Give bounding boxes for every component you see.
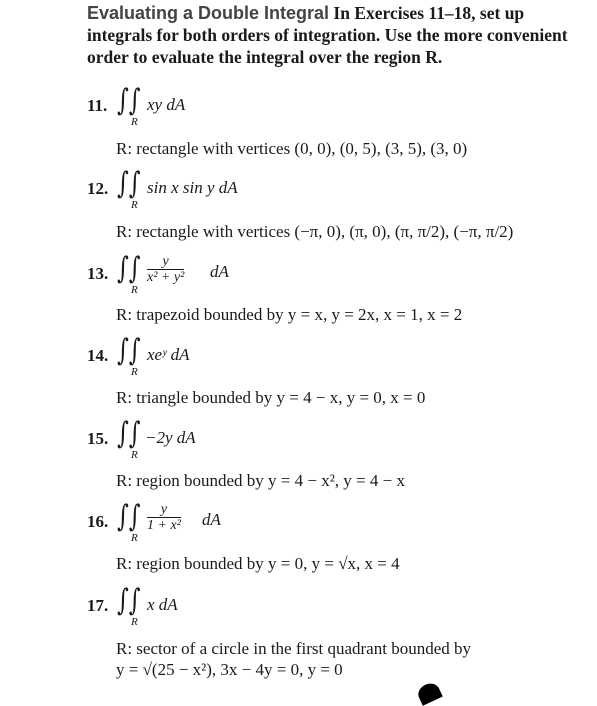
region-subscript: R bbox=[131, 616, 138, 628]
fraction-numerator: y bbox=[147, 254, 184, 270]
integrand: −2y dA bbox=[145, 428, 196, 447]
region-description: R: region bounded by y = 4 − x², y = 4 − x bbox=[116, 471, 405, 490]
exercise-header bbox=[87, 2, 587, 68]
exercise-number: 14. bbox=[87, 346, 109, 365]
integrand: sin x sin y dA bbox=[147, 178, 238, 197]
differential: dA bbox=[202, 510, 221, 529]
cursor-blob bbox=[415, 680, 443, 706]
region-description: R: trapezoid bounded by y = x, y = 2x, x = 1, x = 2 bbox=[116, 305, 463, 324]
double-integral-symbol: ∫∫ bbox=[117, 333, 141, 368]
section-title: Evaluating a Double Integral bbox=[87, 3, 330, 23]
region-subscript: R bbox=[131, 532, 138, 544]
region-subscript: R bbox=[131, 199, 138, 211]
double-integral-symbol: ∫∫ bbox=[117, 83, 141, 118]
exercise-number: 16. bbox=[87, 512, 109, 531]
integrand: xy dA bbox=[147, 95, 186, 114]
integrand: xeʸ dA bbox=[147, 345, 190, 364]
region-description: R: region bounded by y = 0, y = √x, x = 4 bbox=[116, 554, 400, 573]
region-subscript: R bbox=[131, 116, 138, 128]
double-integral-symbol: ∫∫ bbox=[117, 251, 141, 286]
integrand-fraction bbox=[147, 502, 181, 534]
integrand: x dA bbox=[147, 595, 178, 614]
exercise-number: 12. bbox=[87, 179, 109, 198]
instructions: In Exercises 11–18, set up integrals for both orders of integration. Use the more convenient order to evaluate the integral over the region R. bbox=[87, 3, 568, 67]
region-subscript: R bbox=[131, 366, 138, 378]
fraction-numerator: y bbox=[147, 502, 181, 518]
fraction-denominator: 1 + x² bbox=[147, 518, 181, 533]
double-integral-symbol: ∫∫ bbox=[117, 416, 141, 451]
region-description-line-2: y = √(25 − x²), 3x − 4y = 0, y = 0 bbox=[116, 660, 343, 679]
integrand-fraction bbox=[147, 254, 184, 286]
exercise-number: 13. bbox=[87, 264, 109, 283]
double-integral-symbol: ∫∫ bbox=[117, 166, 141, 201]
fraction-denominator: x² + y² bbox=[147, 270, 185, 285]
region-description-line-1: R: sector of a circle in the first quadrant bounded by bbox=[116, 639, 471, 658]
exercise-number: 15. bbox=[87, 429, 109, 448]
region-description: R: triangle bounded by y = 4 − x, y = 0, x = 0 bbox=[116, 388, 426, 407]
double-integral-symbol: ∫∫ bbox=[117, 583, 141, 618]
exercise-number: 17. bbox=[87, 596, 109, 615]
region-description: R: rectangle with vertices (0, 0), (0, 5), (3, 5), (3, 0) bbox=[116, 139, 468, 158]
differential: dA bbox=[210, 262, 229, 281]
region-subscript: R bbox=[131, 449, 138, 461]
region-description: R: rectangle with vertices (−π, 0), (π, 0), (π, π/2), (−π, π/2) bbox=[116, 222, 514, 241]
region-subscript: R bbox=[131, 284, 138, 296]
double-integral-symbol: ∫∫ bbox=[117, 499, 141, 534]
exercise-number: 11. bbox=[87, 96, 108, 115]
